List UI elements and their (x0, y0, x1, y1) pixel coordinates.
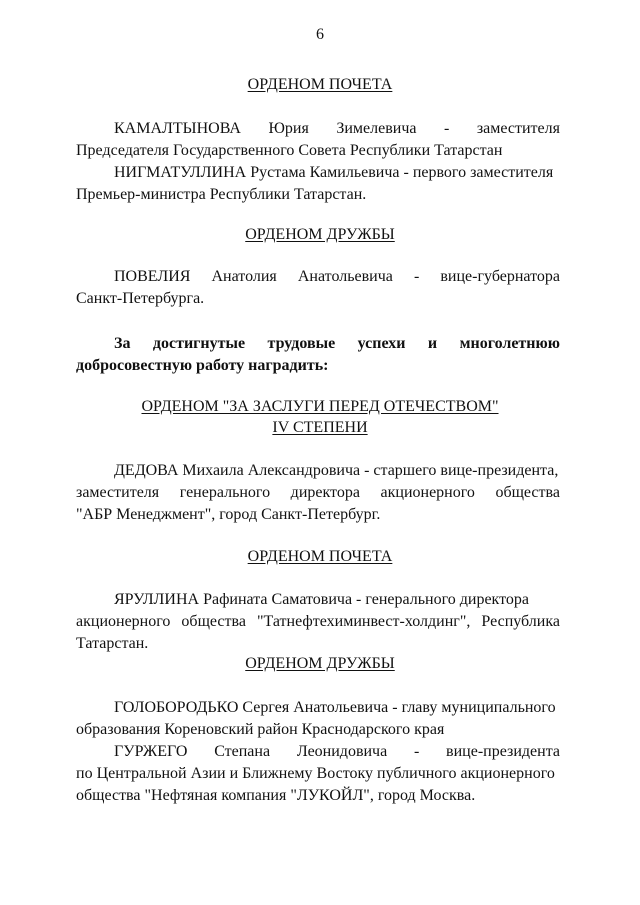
word: Степана (214, 743, 271, 760)
word: Зимелевича (336, 120, 417, 137)
entry-line: ДЕДОВА Михаила Александровича - старшего вице-президента, (114, 462, 559, 479)
entry-line: Татарстан. (76, 635, 149, 652)
entry-line (76, 611, 560, 633)
entry-line (76, 741, 560, 763)
section-heading-merit-to-fatherland: ОРДЕНОМ "ЗА ЗАСЛУГИ ПЕРЕД ОТЕЧЕСТВОМ" (141, 398, 499, 415)
intro-line: добросовестную работу наградить: (76, 357, 329, 374)
entry-line: Санкт-Петербурга. (76, 290, 205, 307)
word: КАМАЛТЫНОВА (114, 120, 241, 137)
word: За (114, 335, 131, 352)
word: - (444, 120, 450, 137)
entry-line: "АБР Менеджмент", город Санкт-Петербург. (76, 506, 381, 523)
word: общества (495, 484, 560, 501)
intro-line (76, 333, 560, 355)
entry-line: ЯРУЛЛИНА Рафината Саматовича - генерального директора (114, 591, 529, 608)
word: директора (290, 484, 360, 501)
word: ГУРЖЕГО (114, 743, 188, 760)
entry-line: ГОЛОБОРОДЬКО Сергея Анатольевича - главу муниципального (114, 699, 556, 716)
award-entry-poveliy (76, 266, 560, 310)
award-entry-kamaltynova (76, 118, 560, 162)
entry-line: образования Кореновский район Краснодарского края (76, 721, 445, 738)
section-heading-order-of-honor-2: ОРДЕНОМ ПОЧЕТА (247, 548, 393, 565)
word: - (413, 743, 420, 760)
section-heading-order-of-friendship: ОРДЕНОМ ДРУЖБЫ (245, 226, 395, 243)
award-entry-yarullin (76, 589, 560, 655)
award-intro (76, 333, 560, 377)
word: Юрия (268, 120, 309, 137)
word: многолетнюю (459, 335, 560, 352)
word: успехи (357, 335, 406, 352)
word: Анатольевича (297, 268, 393, 285)
section-heading-order-of-honor: ОРДЕНОМ ПОЧЕТА (247, 76, 393, 93)
entry-line (76, 118, 560, 140)
word: Анатолия (211, 268, 277, 285)
word: заместителя (476, 120, 560, 137)
page-number: 6 (316, 26, 324, 43)
word: вице-президента (446, 743, 560, 760)
entry-line (76, 482, 560, 504)
word: генерального (179, 484, 271, 501)
section-heading-order-of-friendship-2: ОРДЕНОМ ДРУЖБЫ (245, 655, 395, 672)
entry-line: НИГМАТУЛЛИНА Рустама Камильевича - первого заместителя (114, 164, 554, 181)
word: достигнутые (152, 335, 246, 352)
word: Леонидовича (296, 743, 388, 760)
word: трудовые (267, 335, 336, 352)
word: вице-губернатора (440, 268, 560, 285)
word: акционерного (380, 484, 475, 501)
word: общества (181, 613, 246, 630)
word: и (427, 335, 438, 352)
word: Республика (481, 613, 560, 630)
award-entry-nigmatullin (76, 162, 560, 206)
word: ПОВЕЛИЯ (114, 268, 191, 285)
award-entry-goloborodko (76, 697, 560, 741)
entry-line: Премьер-министра Республики Татарстан. (76, 186, 367, 203)
word: - (413, 268, 420, 285)
entry-line: по Центральной Азии и Ближнему Востоку публичного акционерного (76, 765, 555, 782)
entry-line: общества "Нефтяная компания "ЛУКОЙЛ", город Москва. (76, 787, 476, 804)
word: заместителя (76, 484, 160, 501)
section-heading-degree: IV СТЕПЕНИ (272, 419, 368, 436)
entry-line (76, 266, 560, 288)
entry-line: Председателя Государственного Совета Республики Татарстан (76, 142, 503, 159)
award-entry-dedov (76, 460, 560, 526)
word: акционерного (76, 613, 171, 630)
award-entry-gurzhego (76, 741, 560, 807)
word: "Татнефтехиминвест-холдинг", (256, 613, 471, 630)
